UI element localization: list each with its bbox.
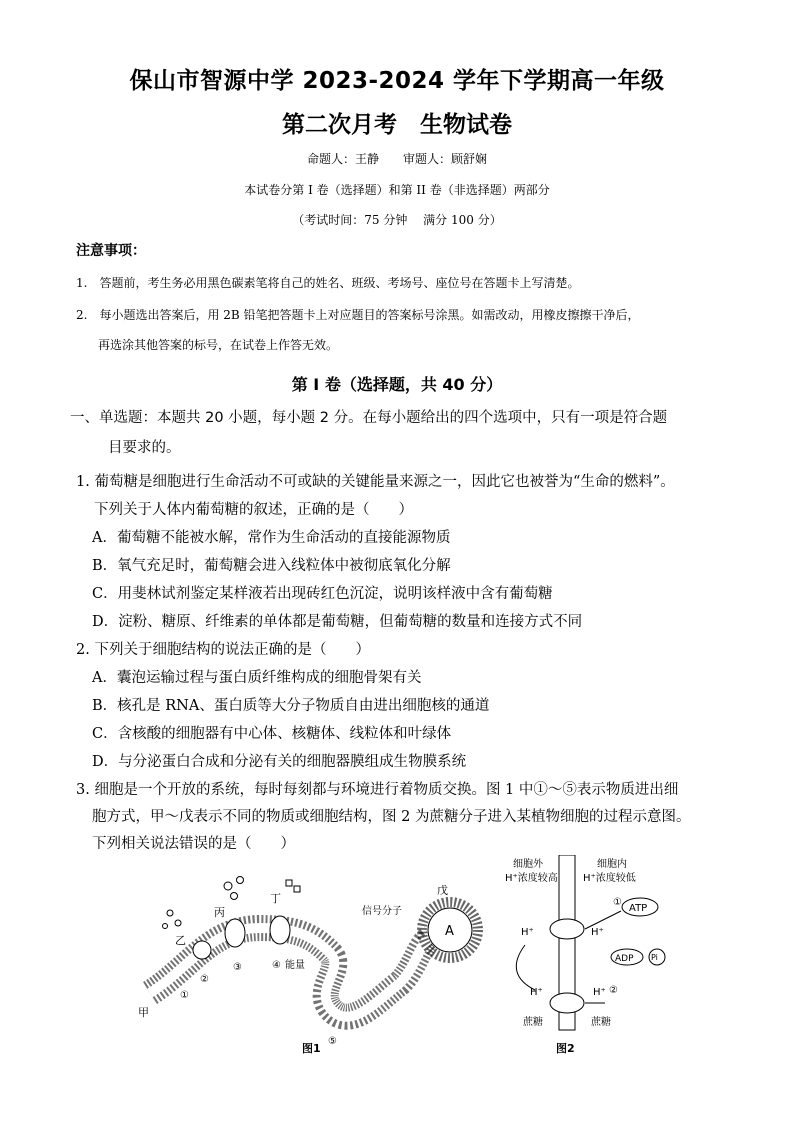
label-yi: 乙 [175, 934, 186, 947]
q1-option-c: C．用斐林试剂鉴定某样液若出现砖红色沉淀，说明该样液中含有葡萄糖 [92, 586, 553, 602]
fig2-outside-1: 细胞外 [513, 859, 543, 870]
fig2-sucrose-out: 蔗糖 [523, 1017, 543, 1028]
vesicle-label-a: A [445, 924, 454, 939]
exam-time: （考试时间：75 分钟 满分 100 分） [292, 213, 502, 227]
label-c3: ③ [233, 962, 242, 973]
fig2-atp: ATP [629, 903, 648, 914]
q3-stem-2: 胞方式，甲～戊表示不同的物质或细胞结构，图 2 为蔗糖分子进入某植物细胞的过程示意图。 [92, 809, 691, 825]
q1-option-a: A．葡萄糖不能被水解，常作为生命活动的直接能源物质 [92, 530, 451, 546]
q1-stem-2: 下列关于人体内葡萄糖的叙述，正确的是（ ） [94, 502, 413, 518]
note-1: 1. 答题前，考生务必用黑色碳素笔将自己的姓名、班级、考场号、座位号在答题卡上写清楚。 [76, 276, 580, 290]
section-intro-2: 目要求的。 [108, 440, 181, 456]
fig2-pi: Pi [651, 953, 658, 962]
fig2-inside-2: H⁺浓度较低 [583, 873, 636, 884]
section-intro-1: 一、单选题：本题共 20 小题，每小题 2 分。在每小题给出的四个选项中，只有一项是符合题 [70, 410, 668, 426]
q1-option-b: B．氧气充足时，葡萄糖会进入线粒体中被彻底氧化分解 [92, 558, 451, 574]
parts-description: 本试卷分第 I 卷（选择题）和第 II 卷（非选择题）两部分 [244, 183, 550, 197]
label-wu: 戊 [437, 884, 448, 897]
label-c4: ④ [272, 960, 281, 971]
q3-stem-3: 下列相关说法错误的是（ ） [92, 836, 295, 852]
q2-option-c: C．含核酸的细胞器有中心体、核糖体、线粒体和叶绿体 [92, 726, 452, 742]
figure-2 [505, 855, 695, 1035]
label-jia: 甲 [138, 1006, 149, 1019]
q1-stem-1: 1. 葡萄糖是细胞进行生命活动不可或缺的关键能量来源之一，因此它也被誉为“生命的燃料”。 [76, 474, 675, 490]
fig2-c2: ② [609, 985, 618, 996]
fig2-h-in-2: H⁺ [593, 987, 606, 998]
section-title: 第 I 卷（选择题，共 40 分） [291, 375, 503, 394]
fig2-outside-2: H⁺浓度较高 [505, 873, 558, 884]
exam-title-line2: 第二次月考 生物试卷 [282, 112, 512, 138]
figure-2-caption: 图2 [556, 1042, 575, 1055]
q2-option-b: B．核孔是 RNA、蛋白质等大分子物质自由进出细胞核的通道 [92, 698, 490, 714]
q2-option-d: D．与分泌蛋白合成和分泌有关的细胞器膜组成生物膜系统 [92, 754, 467, 770]
q2-stem: 2. 下列关于细胞结构的说法正确的是（ ） [76, 642, 370, 658]
fig2-sucrose-in: 蔗糖 [591, 1017, 611, 1028]
label-signal-molecule: 信号分子 [362, 906, 402, 917]
fig2-h-out: H⁺ [521, 927, 534, 938]
figure-1 [130, 858, 495, 1058]
q1-option-d: D．淀粉、糖原、纤维素的单体都是葡萄糖，但葡萄糖的数量和连接方式不同 [92, 614, 583, 630]
fig2-inside-1: 细胞内 [597, 859, 627, 870]
q3-stem-1: 3. 细胞是一个开放的系统，每时每刻都与环境进行着物质交换。图 1 中①～⑤表示物质进出细 [76, 782, 679, 798]
fig2-c1: ① [613, 897, 622, 908]
notes-heading: 注意事项： [76, 243, 146, 259]
label-bing: 丙 [214, 906, 225, 919]
figure-1-caption: 图1 [302, 1042, 321, 1055]
note-2a: 2. 每小题选出答案后，用 2B 铅笔把答题卡上对应题目的答案标号涂黑。如需改动，用橡皮擦擦干净后， [76, 308, 640, 322]
label-c1: ① [180, 990, 189, 1001]
label-ding: 丁 [270, 892, 281, 905]
q2-option-a: A．囊泡运输过程与蛋白质纤维构成的细胞骨架有关 [92, 670, 422, 686]
label-c5: ⑤ [328, 1036, 337, 1047]
fig2-adp: ADP [615, 954, 634, 964]
fig2-h-in: H⁺ [591, 927, 604, 938]
fig2-h-out-2: H⁺ [530, 987, 543, 998]
authors: 命题人：王静 审题人：顾舒娴 [306, 152, 487, 166]
exam-title-line1: 保山市智源中学 2023-2024 学年下学期高一年级 [129, 68, 665, 94]
note-2b: 再选涂其他答案的标号，在试卷上作答无效。 [98, 338, 339, 352]
label-energy: 能量 [285, 960, 305, 971]
label-c2: ② [200, 974, 209, 985]
